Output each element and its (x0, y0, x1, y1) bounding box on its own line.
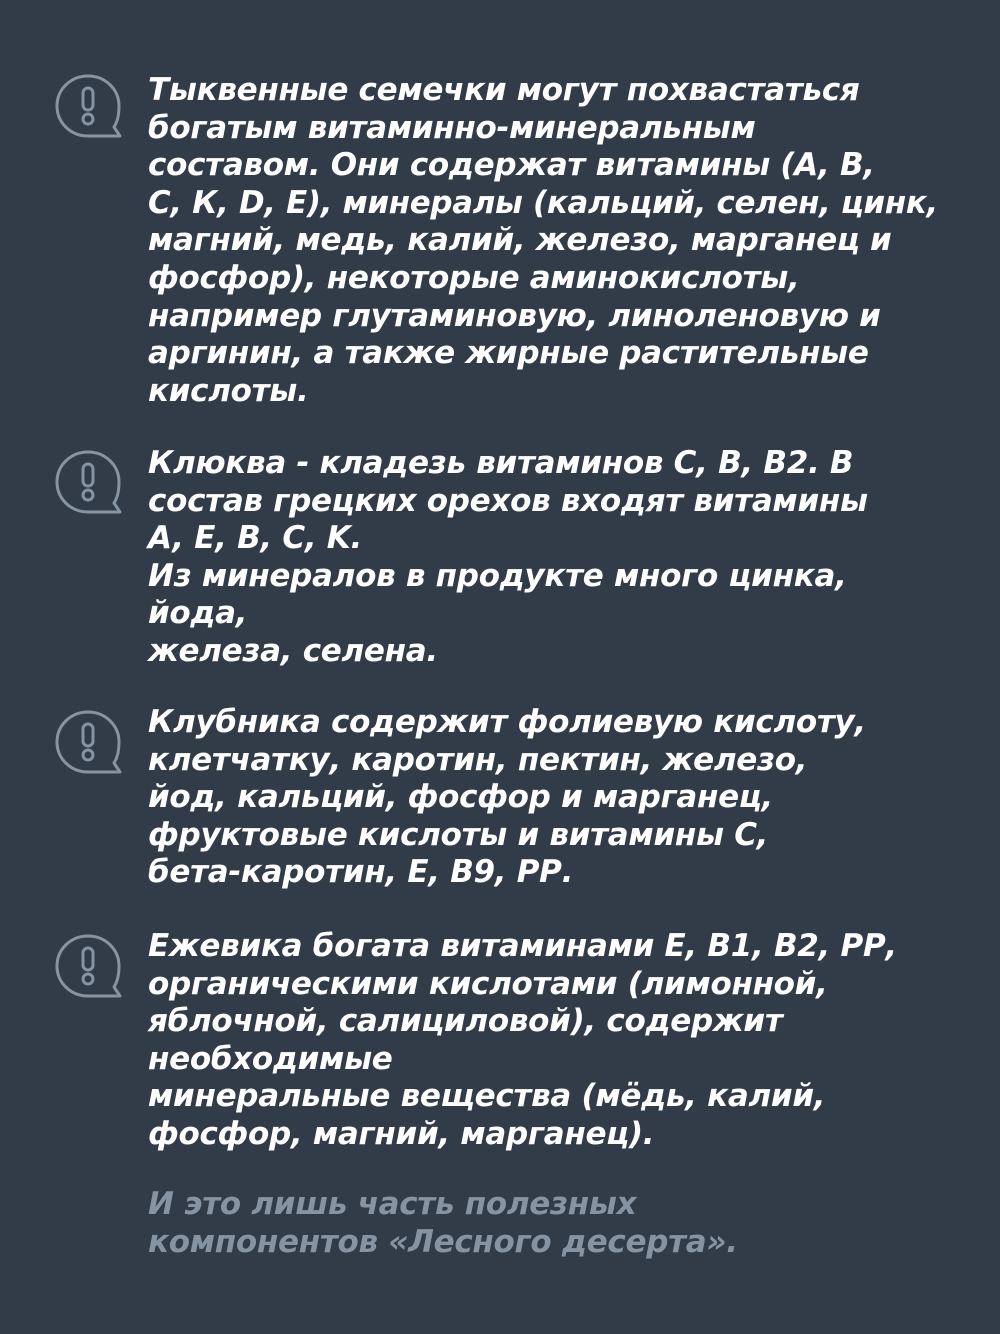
paragraph-blackberry (148, 928, 938, 1154)
text-line: фруктовые кислоты и витамины С, (148, 816, 769, 853)
text-line: С, К, D, Е), минералы (кальций, селен, цинк, (148, 184, 938, 221)
text-line: железа, селена. (148, 632, 438, 669)
exclamation-chat-bubble-icon (52, 448, 124, 520)
footer-note (148, 1186, 948, 1261)
exclamation-chat-bubble-icon (52, 72, 124, 144)
text-line: необходимые (148, 1040, 393, 1077)
text-line: клетчатку, каротин, пектин, железо, (148, 741, 808, 778)
text-line: например глутаминовую, линоленовую и (148, 297, 881, 334)
text-line: составом. Они содержат витамины (А, В, (148, 147, 875, 184)
text-line: кислоты. (148, 372, 309, 409)
text-line: фосфор, магний, марганец). (148, 1115, 655, 1152)
footer-line: И это лишь часть полезных (148, 1186, 637, 1222)
text-line: магний, медь, калий, железо, марганец и (148, 222, 892, 259)
paragraph-pumpkin-seeds (148, 72, 938, 410)
text-line: йода, (148, 595, 248, 632)
text-line: яблочной, салициловой), содержит (148, 1003, 783, 1040)
text-line: Клубника содержит фолиевую кислоту, (148, 704, 866, 740)
text-line: органическими кислотами (лимонной, (148, 965, 828, 1002)
text-line: бета-каротин, Е, В9, РР. (148, 854, 574, 891)
text-line: Тыквенные семечки могут похвастаться (148, 72, 860, 108)
text-line: минеральные вещества (мёдь, калий, (148, 1078, 826, 1115)
paragraph-strawberry (148, 704, 938, 892)
text-line: Клюква - кладезь витаминов С, В, В2. В (148, 445, 854, 481)
exclamation-chat-bubble-icon (52, 708, 124, 780)
paragraph-cranberry (148, 445, 938, 671)
text-line: фосфор), некоторые аминокислоты, (148, 259, 800, 296)
text-line: A, E, B, C, K. (148, 520, 362, 557)
text-line: богатым витаминно-минеральным (148, 109, 756, 146)
exclamation-chat-bubble-icon (52, 932, 124, 1004)
text-line: Ежевика богата витаминами Е, В1, В2, РР, (148, 928, 897, 964)
text-line: состав грецких орехов входят витамины (148, 482, 868, 519)
text-line: йод, кальций, фосфор и марганец, (148, 779, 774, 816)
footer-line: компонентов «Лесного десерта». (148, 1223, 738, 1260)
text-line: аргинин, а также жирные растительные (148, 335, 869, 372)
text-line: Из минералов в продукте много цинка, (148, 557, 847, 594)
